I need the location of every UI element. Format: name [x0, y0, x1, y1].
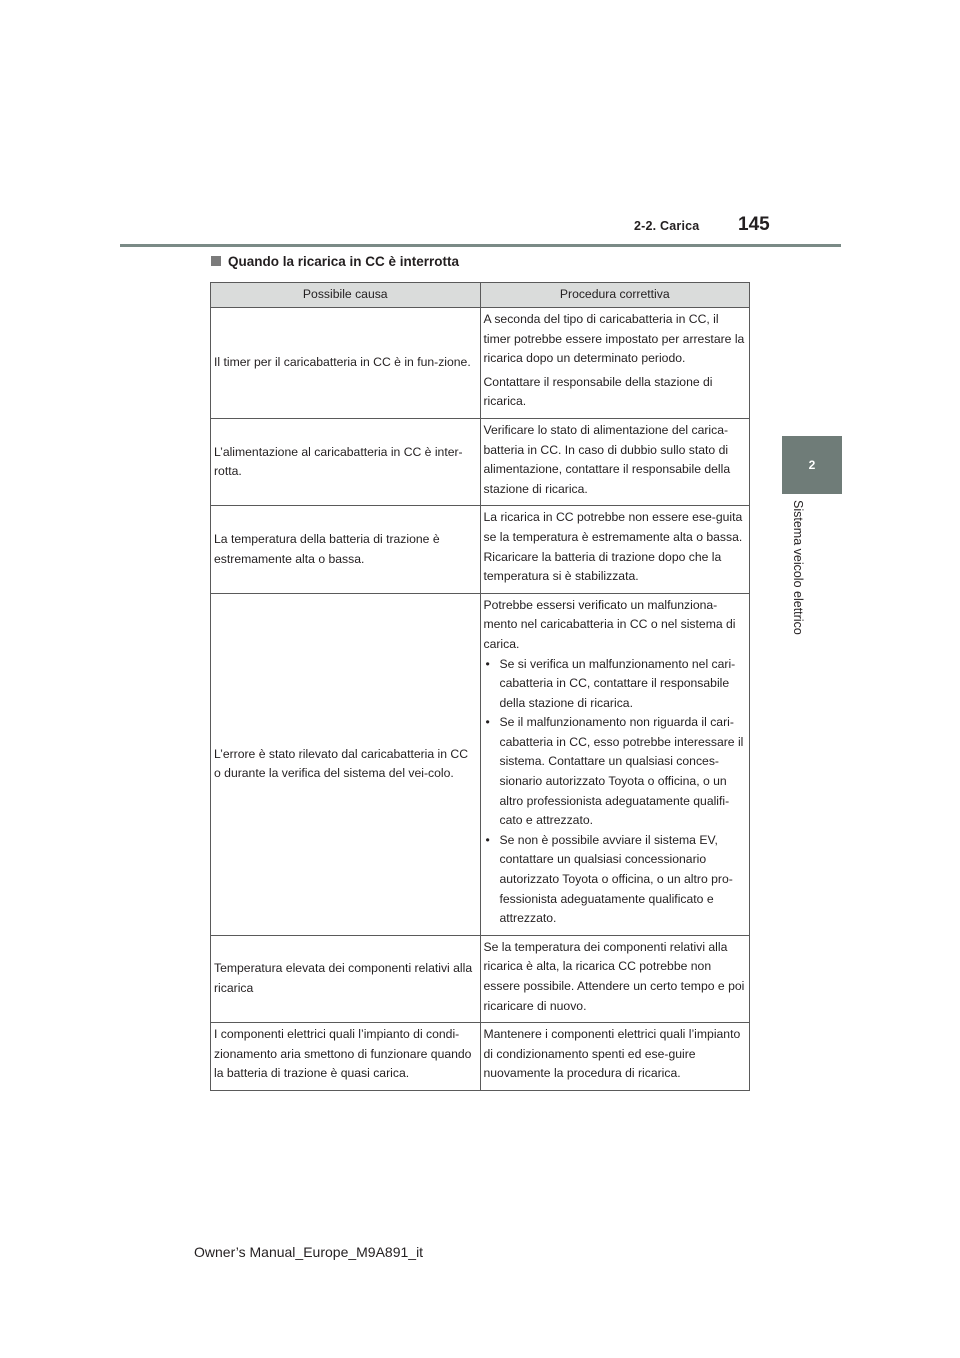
list-item: • Se il malfunzionamento non riguarda il cari-cabatteria in CC, esso potrebbe interessare il sistema. Contattare un qualsiasi conces-sionario autorizzato Toyota o officina, o un altro professionista adeguatamente qualifi-cato e attrezzato. — [484, 713, 747, 831]
cause-cell — [211, 1023, 481, 1091]
column-header-action: Procedura correttiva — [480, 283, 750, 308]
table-row — [211, 1023, 750, 1091]
table-row — [211, 506, 750, 593]
list-item: • Se non è possibile avviare il sistema EV, contattare un qualsiasi concessionario autorizzato Toyota o officina, o un altro pro-fessionista adeguatamente qualificato e attrezzato. — [484, 831, 747, 929]
action-cell — [480, 1023, 750, 1091]
chapter-number: 2 — [808, 458, 816, 472]
cause-cell: Temperatura elevata dei componenti relativi alla ricarica — [211, 935, 481, 1022]
action-paragraph: Se la temperatura dei componenti relativi alla ricarica è alta, la ricarica CC potrebbe non essere possibile. Attendere un certo tempo e poi ricaricare di nuovo. — [483, 939, 745, 1013]
square-bullet-icon — [211, 256, 221, 266]
section-heading-text: Quando la ricarica in CC è interrotta — [228, 254, 460, 269]
action-paragraph: Contattare il responsabile della stazione di ricarica. — [483, 374, 713, 409]
action-paragraph: Mantenere i componenti elettrici quali l’impianto di condizionamento spenti ed ese-guire nuovamente la procedura di ricarica. — [483, 1027, 741, 1081]
list-item: • Se si verifica un malfunzionamento nel cari-cabatteria in CC, contattare il responsabile della stazione di ricarica. — [484, 655, 747, 714]
action-paragraph: A seconda del tipo di caricabatteria in CC, il timer potrebbe essere impostato per arrestare la ricarica dopo un determinato periodo. — [483, 312, 745, 366]
table-row — [211, 935, 750, 1022]
column-header-cause: Possibile causa — [211, 283, 481, 308]
action-bullet-list — [484, 655, 747, 929]
troubleshooting-table — [210, 282, 750, 1091]
table-row — [211, 593, 750, 935]
action-paragraph: Verificare lo stato di alimentazione del carica-batteria in CC. In caso di dubbio sullo stato di alimentazione, contattare il responsabile della stazione di ricarica. — [483, 422, 731, 496]
section-heading — [211, 254, 459, 269]
action-paragraph: La ricarica in CC potrebbe non essere ese-guita se la temperatura è estremamente alta o bassa. Ricaricare la batteria di trazione dopo che la temperatura si è stabilizzata. — [483, 510, 743, 584]
action-cell — [480, 308, 750, 419]
action-cell — [480, 935, 750, 1022]
action-cell — [480, 418, 750, 505]
action-cell — [480, 593, 750, 935]
table-row — [211, 418, 750, 505]
footer-manual-id: Owner’s Manual_Europe_M9A891_it — [194, 1244, 424, 1260]
table-header-row — [211, 283, 750, 308]
chapter-tab — [782, 436, 842, 494]
cause-cell: Il timer per il caricabatteria in CC è in fun-zione. — [211, 308, 481, 419]
cause-cell: L’alimentazione al caricabatteria in CC è inter-rotta. — [211, 418, 481, 505]
action-paragraph: Potrebbe essersi verificato un malfunziona-mento nel caricabatteria in CC o nel sistema di carica. — [483, 597, 736, 651]
action-cell — [480, 506, 750, 593]
header-divider — [120, 244, 841, 247]
cause-cell: La temperatura della batteria di trazione è estremamente alta o bassa. — [211, 506, 481, 593]
running-header-section: 2-2. Carica — [634, 219, 700, 233]
table-row — [211, 308, 750, 419]
chapter-title-vertical: Sistema veicolo elettrico — [791, 500, 805, 635]
cause-text: I componenti elettrici quali l’impianto di condi-zionamento aria smettono di funzionare quando la batteria di trazione è quasi carica. — [214, 1027, 472, 1081]
cause-cell: L’errore è stato rilevato dal caricabatteria in CC o durante la verifica del sistema del vei-colo. — [211, 593, 481, 935]
page-number: 145 — [738, 214, 770, 235]
